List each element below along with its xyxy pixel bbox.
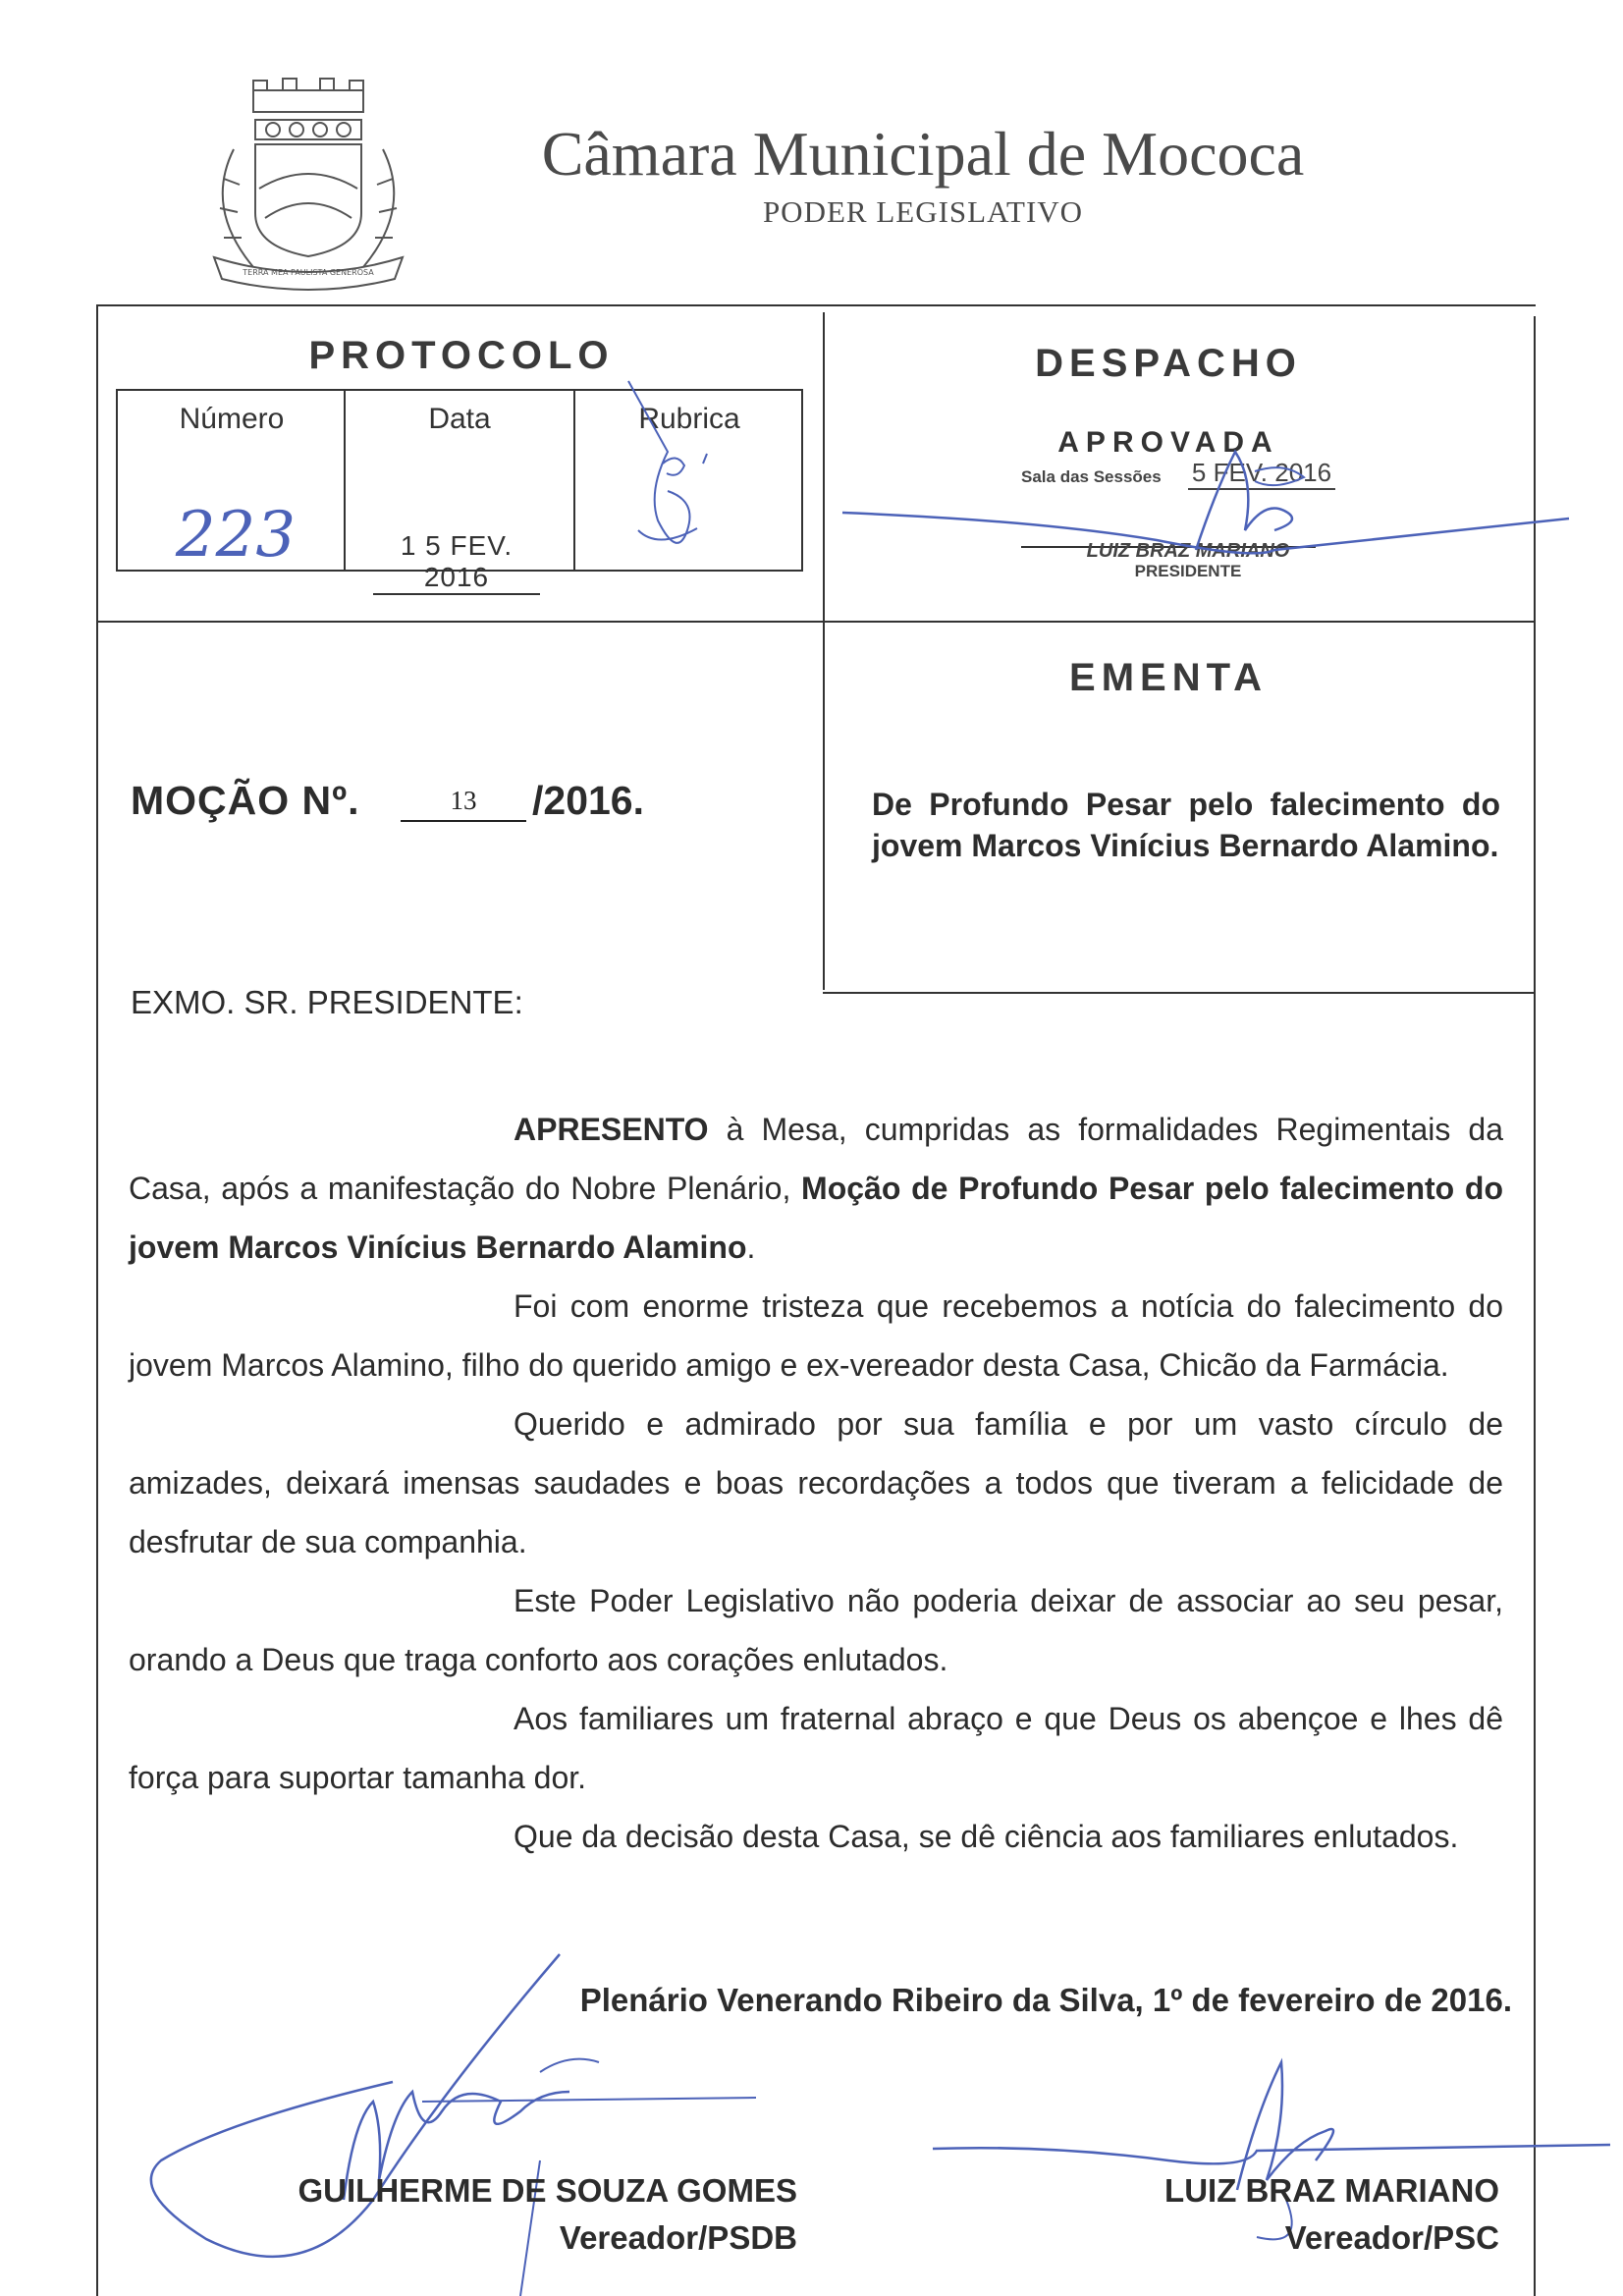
ementa-bottom-rule <box>823 992 1536 994</box>
chamber-title: Câmara Municipal de Mococa <box>541 119 1305 189</box>
rubrica-signature-icon <box>609 373 766 570</box>
svg-text:TERRA MEA PAULISTA GENEROSA: TERRA MEA PAULISTA GENEROSA <box>243 268 374 277</box>
closing-place-date: Plenário Venerando Ribeiro da Silva, 1º de fevereiro de 2016. <box>579 1982 1512 2018</box>
mocao-year: /2016. <box>532 778 644 823</box>
frame-middle-rule <box>823 312 825 990</box>
paragraph: Que da decisão desta Casa, se dê ciência aos familiares enlutados. <box>514 1819 1459 1854</box>
frame-left-rule <box>96 304 98 2296</box>
protocolo-number: 223 <box>175 499 297 572</box>
paragraph-end: . <box>746 1230 756 1265</box>
ementa-text: De Profundo Pesar pelo falecimento do jovem Marcos Vinícius Bernardo Alamino. <box>872 787 1500 863</box>
approval-stamp-date: 5 FEV. 2016 <box>1188 458 1335 490</box>
protocolo-date-stamp: 1 5 FEV. 2016 <box>373 530 540 595</box>
salutation: EXMO. SR. PRESIDENTE: <box>131 984 523 1020</box>
co-signer-role: Vereador/PSC <box>1284 2219 1499 2256</box>
frame-top-rule <box>96 304 1536 306</box>
ementa-heading: EMENTA <box>1069 656 1268 699</box>
paragraph-lead: APRESENTO <box>514 1112 709 1147</box>
numero-label: Número <box>179 403 285 435</box>
paragraph-emphasis: Moção de Profundo Pesar pelo falecimento do jovem Marcos Vinícius Bernardo Alamino <box>129 1171 1504 1265</box>
paragraph: Querido e admirado por sua família e por um vasto círculo de amizades, deixará imensas saudades e boas recordações a todos que tiveram a felicidade de desfrutar de sua companhia. <box>129 1406 1503 1559</box>
mocao-label: MOÇÃO Nº. <box>131 778 360 823</box>
approval-stamp-role: PRESIDENTE <box>1134 562 1242 580</box>
paragraph: Foi com enorme tristeza que recebemos a notícia do falecimento do jovem Marcos Alamino, filho do querido amigo e ex-vereador desta Casa, Chicão da Farmácia. <box>129 1288 1503 1383</box>
despacho-heading: DESPACHO <box>1035 342 1302 385</box>
co-signer-name: LUIZ BRAZ MARIANO <box>1164 2172 1499 2209</box>
frame-mid-rule <box>96 621 1536 623</box>
president-signature-icon <box>842 412 1589 589</box>
paragraph-text: à Mesa, cumpridas as formalidades Regimentais da Casa, após a manifestação do Nobre Plenário, <box>129 1112 1503 1206</box>
municipal-crest-icon <box>194 71 422 299</box>
protocolo-heading: PROTOCOLO <box>308 334 615 377</box>
data-label: Data <box>428 403 491 435</box>
paragraph: Aos familiares um fraternal abraço e que Deus os abençoe e lhes dê força para suportar tamanha dor. <box>129 1701 1503 1795</box>
signatory-name: GUILHERME DE SOUZA GOMES <box>298 2172 797 2209</box>
approval-stamp-room: Sala das Sessões <box>1021 467 1162 486</box>
paragraph <box>129 1100 1503 1277</box>
signatory-role: Vereador/PSDB <box>559 2219 797 2256</box>
paragraph: Este Poder Legislativo não poderia deixar de associar ao seu pesar, orando a Deus que traga conforto aos corações enlutados. <box>129 1583 1503 1677</box>
body-text <box>129 1100 1503 1866</box>
approval-stamp-status: APROVADA <box>1057 426 1279 459</box>
rubrica-label: Rubrica <box>638 403 740 435</box>
mocao-number: 13 <box>401 786 526 822</box>
chamber-subtitle: PODER LEGISLATIVO <box>762 194 1084 229</box>
approval-stamp-signer: LUIZ BRAZ MARIANO <box>1086 540 1290 562</box>
frame-right-rule <box>1534 316 1536 2296</box>
